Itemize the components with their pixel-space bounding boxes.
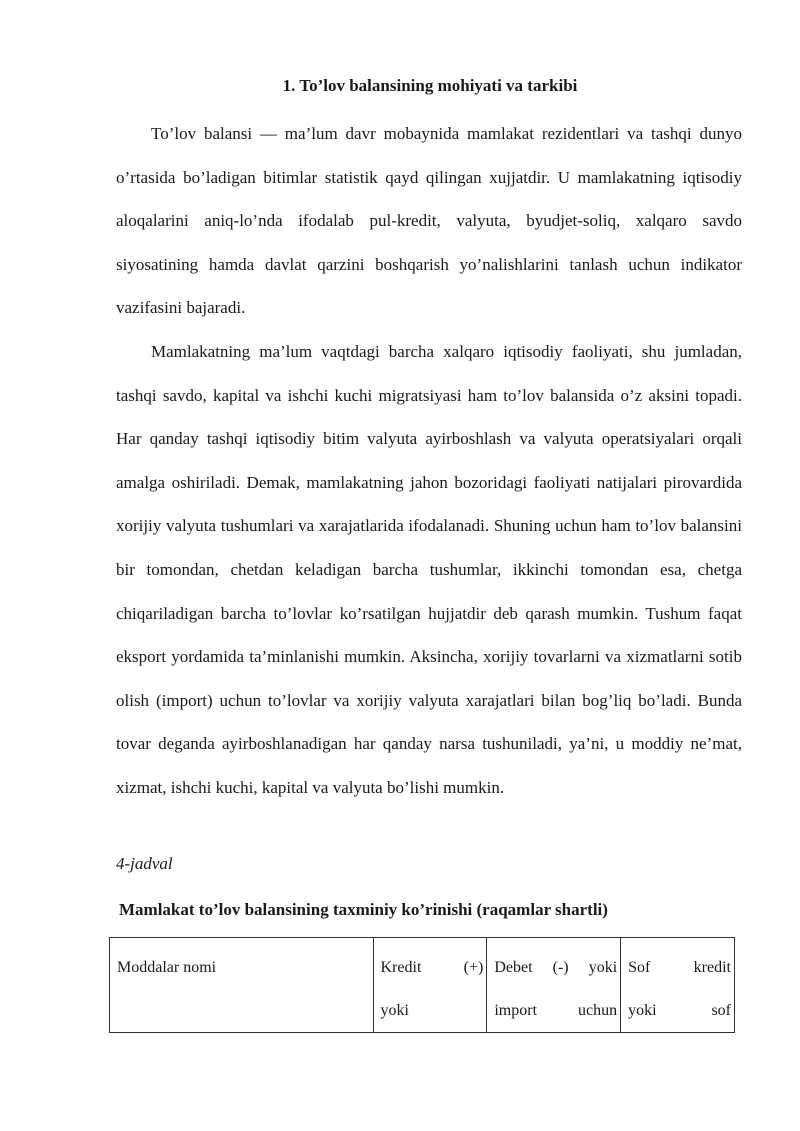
header-net-line1: Sof kredit <box>628 959 731 976</box>
table-header-row <box>110 938 735 1033</box>
header-cell-items <box>110 938 374 1033</box>
header-debit-line2: import uchun <box>494 1002 618 1019</box>
paragraph-2: Mamlakatning ma’lum vaqtdagi barcha xalqaro iqtisodiy faoliyati, shu jumladan, tashqi savdo, kapital va ishchi kuchi migratsiyasi ham to’lov balansida o’z aksini topadi. Har qanday tashqi iqtisodiy bitim valyuta ayirboshlash va valyuta operatsiyalari orqali amalga oshiriladi. Demak, mamlakatning jahon bozoridagi faoliyati natijalari pirovardida xorijiy valyuta tushumlari va xarajatlarida ifodalanadi. Shuning uchun ham to’lov balansini bir tomondan, chetdan keladigan barcha tushumlar, ikkinchi tomondan esa, chetga chiqariladigan barcha to’lovlar ko’rsatilgan hujjatdir deb qarash mumkin. Tushum faqat eksport yordamida ta’minlanishi mumkin. Aksincha, xorijiy tovarlarni va xizmatlarni sotib olish (import) uchun to’lovlar va xorijiy valyuta xarajatlari bilan bog’liq bo’ladi. Bunda tovar deganda ayirboshlanadigan har qanday narsa tushuniladi, ya’ni, u moddiy ne’mat, xizmat, ishchi kuchi, kapital va valyuta bo’lishi mumkin. <box>116 341 742 797</box>
table-title: Mamlakat to’lov balansining taxminiy ko’rinishi (raqamlar shartli) <box>119 900 608 919</box>
section-heading: 1. To’lov balansining mohiyati va tarkibi <box>282 76 578 95</box>
paragraph-1: To’lov balansi — ma’lum davr mobaynida mamlakat rezidentlari va tashqi dunyo o’rtasida bo’ladigan bitimlar statistik qayd qilingan xujjatdir. U mamlakatning iqtisodiy aloqalarini aniq-lo’nda ifodalab pul-kredit, valyuta, byudjet-soliq, xalqaro savdo siyosatining hamda davlat qarzini boshqarish yo’nalishlarini tanlash uchun indikator vazifasini bajaradi. <box>116 124 742 318</box>
header-cell-debit <box>487 938 621 1033</box>
header-net-line2: yoki sof <box>628 1002 731 1019</box>
table-caption: 4-jadval <box>116 854 173 873</box>
header-credit-line1: Kredit (+) <box>380 959 484 976</box>
header-cell-credit <box>373 938 487 1033</box>
header-debit-line1: Debet (-) yoki <box>494 959 618 976</box>
header-cell-net <box>621 938 735 1033</box>
header-items-label: Moddalar nomi <box>117 959 217 976</box>
body-text <box>116 112 742 810</box>
header-credit-line2: yoki <box>380 1002 409 1019</box>
balance-table <box>109 937 735 1033</box>
